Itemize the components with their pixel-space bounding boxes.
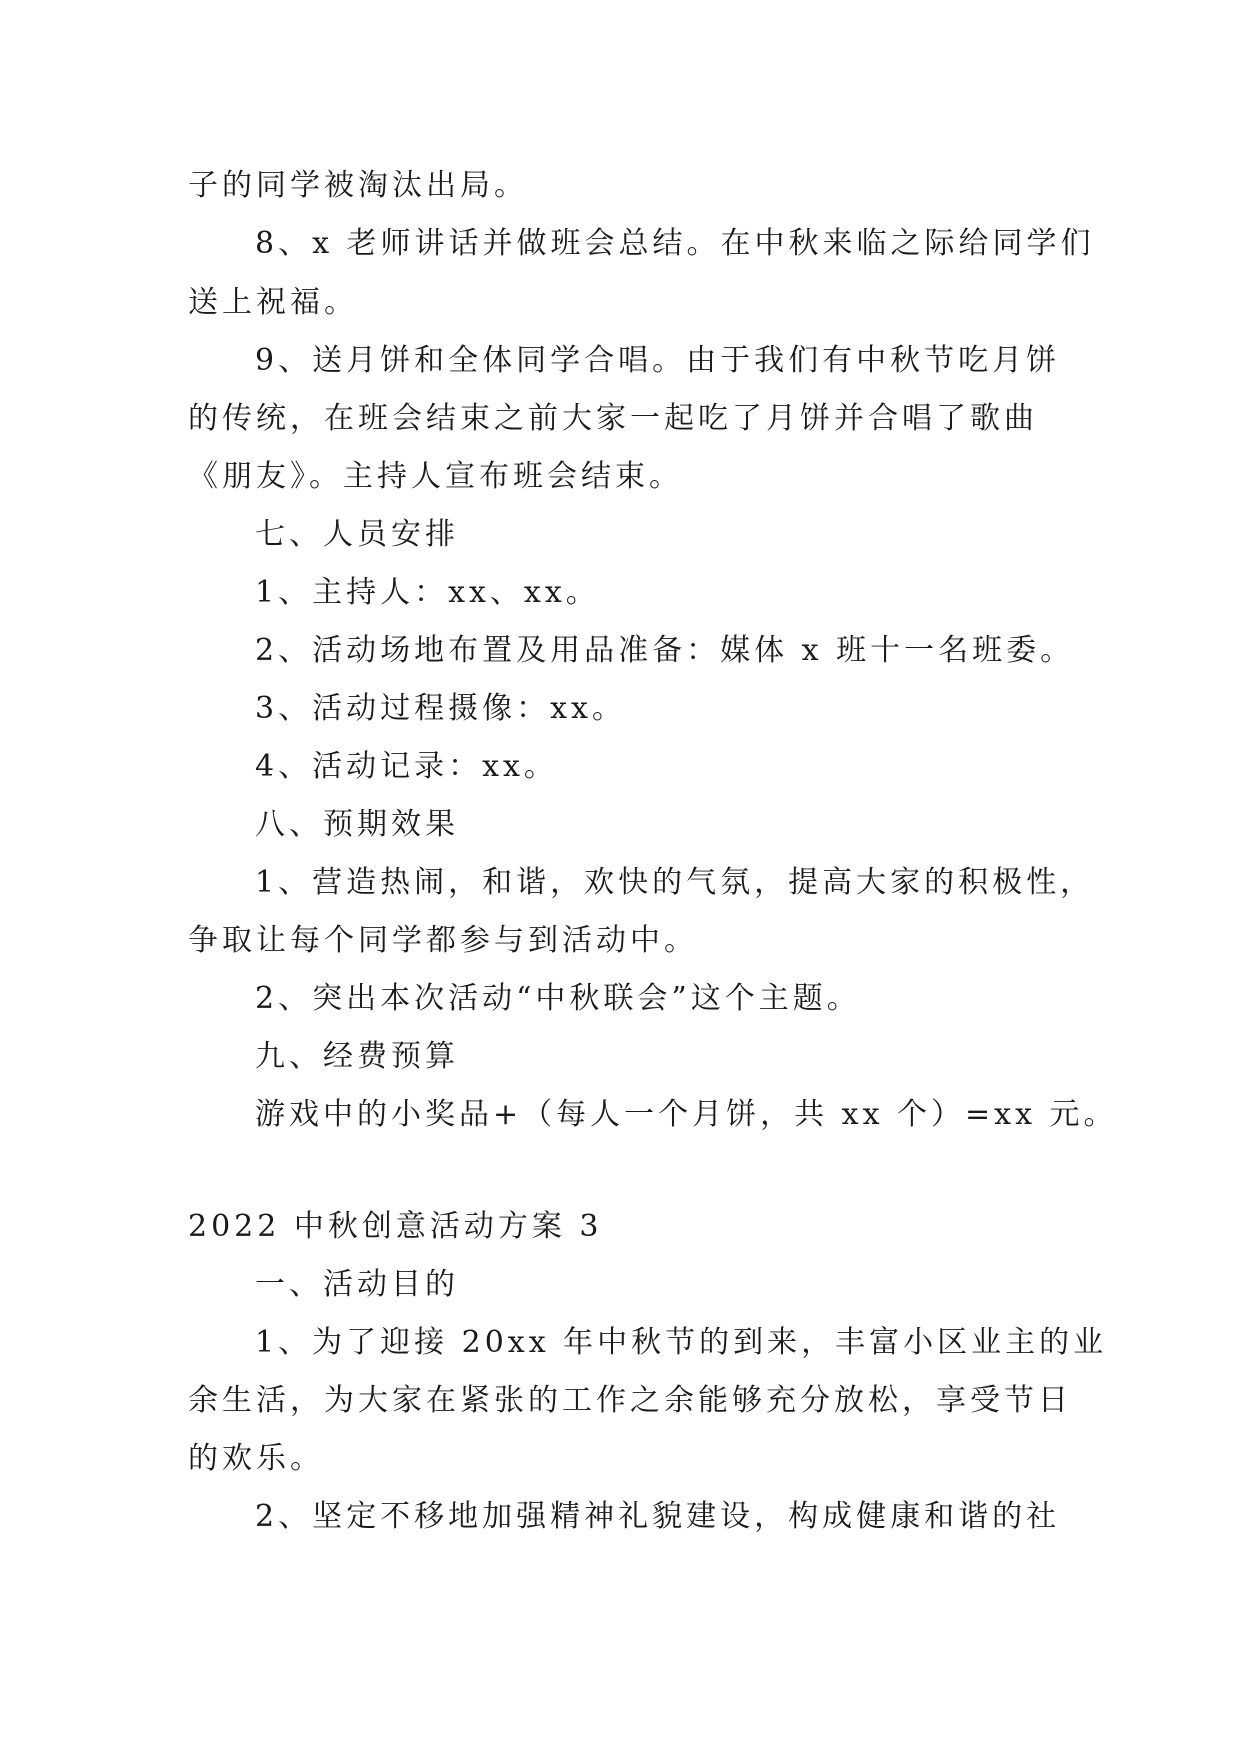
list-item: 2、坚定不移地加强精神礼貌建设，构成健康和谐的社 — [255, 1499, 1061, 1534]
text-line: 送上祝福。 — [188, 285, 358, 320]
section-heading: 八、预期效果 — [255, 807, 459, 842]
section-heading: 九、经费预算 — [255, 1039, 459, 1074]
list-item: 9、送月饼和全体同学合唱。由于我们有中秋节吃月饼 — [255, 343, 1061, 378]
section-heading: 七、人员安排 — [255, 517, 459, 552]
list-item: 1、主持人：xx、xx。 — [255, 575, 600, 610]
list-item: 1、营造热闹，和谐，欢快的气氛，提高大家的积极性， — [255, 865, 1095, 900]
list-item: 1、为了迎接 20xx 年中秋节的到来，丰富小区业主的业 — [255, 1325, 1108, 1360]
text-line: 子的同学被淘汰出局。 — [188, 168, 528, 203]
list-item: 8、x 老师讲话并做班会总结。在中秋来临之际给同学们 — [255, 226, 1095, 261]
text-line: 的传统，在班会结束之前大家一起吃了月饼并合唱了歌曲 — [188, 401, 1038, 436]
list-item: 2、突出本次活动“中秋联会”这个主题。 — [255, 981, 861, 1016]
text-line: 《朋友》。主持人宣布班会结束。 — [188, 459, 683, 494]
text-line: 游戏中的小奖品+（每人一个月饼，共 xx 个）=xx 元。 — [255, 1097, 1118, 1132]
text-line: 争取让每个同学都参与到活动中。 — [188, 923, 698, 958]
document-title: 2022 中秋创意活动方案 3 — [188, 1209, 603, 1244]
text-line: 余生活，为大家在紧张的工作之余能够充分放松，享受节日 — [188, 1383, 1072, 1418]
list-item: 4、活动记录：xx。 — [255, 749, 558, 784]
list-item: 2、活动场地布置及用品准备：媒体 x 班十一名班委。 — [255, 633, 1075, 668]
list-item: 3、活动过程摄像：xx。 — [255, 691, 626, 726]
section-heading: 一、活动目的 — [255, 1267, 459, 1302]
text-line: 的欢乐。 — [188, 1441, 324, 1476]
